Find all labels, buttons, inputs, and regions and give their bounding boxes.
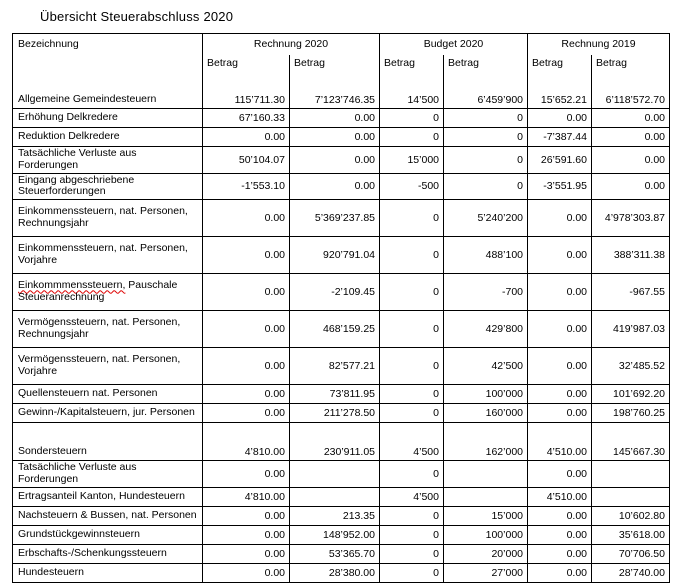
column-header-betrag: Betrag: [528, 55, 592, 80]
row-value: 15’000: [380, 147, 444, 174]
row-value: 28’740.00: [592, 563, 670, 582]
row-value: 230’911.05: [290, 423, 380, 461]
row-value: 100’000: [444, 385, 528, 404]
row-label: Allgemeine Gemeindesteuern: [13, 80, 203, 109]
row-label: Eingang abgeschriebene Steuerforderungen: [13, 173, 203, 200]
row-value: 0.00: [528, 237, 592, 274]
row-value: 0.00: [290, 109, 380, 128]
row-value: 42’500: [444, 348, 528, 385]
column-header-budget-2020: Budget 2020: [380, 34, 528, 56]
row-value: 0.00: [203, 563, 290, 582]
row-value: 4’500: [380, 423, 444, 461]
row-value: 73’811.95: [290, 385, 380, 404]
row-value: 0: [380, 274, 444, 311]
row-value: 0.00: [528, 311, 592, 348]
row-value: 70’706.50: [592, 544, 670, 563]
row-value: 0: [444, 147, 528, 174]
table-row: [13, 404, 670, 423]
row-value: 0: [444, 173, 528, 200]
row-label: Tatsächliche Verluste aus Forderungen: [13, 461, 203, 488]
row-value: 388’311.38: [592, 237, 670, 274]
row-value: 0.00: [203, 128, 290, 147]
table-row: [13, 348, 670, 385]
row-value: 0: [380, 311, 444, 348]
table-header: [13, 34, 670, 81]
row-value: [290, 487, 380, 506]
table-row: [13, 385, 670, 404]
row-value: 115’711.30: [203, 80, 290, 109]
row-label: Erbschafts-/Schenkungssteuern: [13, 544, 203, 563]
row-value: 0: [380, 237, 444, 274]
table-row: [13, 544, 670, 563]
row-value: 0: [380, 128, 444, 147]
row-value: 160’000: [444, 404, 528, 423]
row-value: 0: [380, 506, 444, 525]
row-value: 67’160.33: [203, 109, 290, 128]
row-value: 0.00: [592, 147, 670, 174]
row-value: 468’159.25: [290, 311, 380, 348]
row-value: 0.00: [528, 461, 592, 488]
page-title: Übersicht Steuerabschluss 2020: [40, 9, 234, 24]
row-label: Reduktion Delkredere: [13, 128, 203, 147]
row-value: 53’365.70: [290, 544, 380, 563]
column-header-betrag: Betrag: [444, 55, 528, 80]
row-value: 101’692.20: [592, 385, 670, 404]
row-value: -7’387.44: [528, 128, 592, 147]
row-value: 0.00: [203, 200, 290, 237]
row-value: 920’791.04: [290, 237, 380, 274]
row-label: Vermögenssteuern, nat. Personen, Rechnungsjahr: [13, 311, 203, 348]
row-value: 15’652.21: [528, 80, 592, 109]
row-label: Einkommenssteuern, nat. Personen, Rechnungsjahr: [13, 200, 203, 237]
row-label: Tatsächliche Verluste aus Forderungen: [13, 147, 203, 174]
label-text: Pauschale Steueranrechnung: [18, 279, 178, 303]
row-value: 0.00: [592, 109, 670, 128]
row-value: 100’000: [444, 525, 528, 544]
row-value: 0: [380, 348, 444, 385]
row-value: 0.00: [528, 348, 592, 385]
column-header-betrag: Betrag: [592, 55, 670, 80]
row-value: -500: [380, 173, 444, 200]
column-header-betrag: Betrag: [380, 55, 444, 80]
row-value: 0.00: [290, 173, 380, 200]
row-value: 10’602.80: [592, 506, 670, 525]
row-value: 0.00: [528, 404, 592, 423]
header-group-row: [13, 34, 670, 56]
row-value: 4’510.00: [528, 423, 592, 461]
row-value: 148’952.00: [290, 525, 380, 544]
row-value: 0.00: [203, 274, 290, 311]
row-value: 211’278.50: [290, 404, 380, 423]
row-value: 0: [444, 128, 528, 147]
table-row: [13, 237, 670, 274]
table-row: [13, 109, 670, 128]
table-row: [13, 311, 670, 348]
column-header-betrag: Betrag: [203, 55, 290, 80]
row-label: Quellensteuern nat. Personen: [13, 385, 203, 404]
row-value: 0.00: [528, 506, 592, 525]
row-value: 198’760.25: [592, 404, 670, 423]
row-value: [444, 461, 528, 488]
row-value: 419’987.03: [592, 311, 670, 348]
row-value: 5’240’200: [444, 200, 528, 237]
row-value: 162’000: [444, 423, 528, 461]
row-value: [592, 461, 670, 488]
row-value: 4’510.00: [528, 487, 592, 506]
row-label: Gewinn-/Kapitalsteuern, jur. Personen: [13, 404, 203, 423]
row-label: Erhöhung Delkredere: [13, 109, 203, 128]
row-value: 0: [380, 404, 444, 423]
row-value: 50’104.07: [203, 147, 290, 174]
table-row: [13, 506, 670, 525]
row-value: 429’800: [444, 311, 528, 348]
row-value: 26’591.60: [528, 147, 592, 174]
row-value: 82’577.21: [290, 348, 380, 385]
row-value: 0.00: [203, 311, 290, 348]
row-value: 0: [380, 109, 444, 128]
row-value: 0.00: [528, 385, 592, 404]
row-value: [592, 487, 670, 506]
misspelled-text: Einkommmenssteuern,: [18, 279, 126, 292]
row-value: -700: [444, 274, 528, 311]
table-row: [13, 563, 670, 582]
row-value: 4’500: [380, 487, 444, 506]
row-value: -2’109.45: [290, 274, 380, 311]
row-value: 0.00: [203, 506, 290, 525]
row-value: 0.00: [528, 274, 592, 311]
row-label: Grundstückgewinnsteuern: [13, 525, 203, 544]
table-row: [13, 423, 670, 461]
row-value: [290, 461, 380, 488]
row-value: 0: [380, 385, 444, 404]
table-row: [13, 128, 670, 147]
row-value: 15’000: [444, 506, 528, 525]
row-value: 5’369’237.85: [290, 200, 380, 237]
row-value: 0.00: [290, 128, 380, 147]
row-value: 0.00: [203, 461, 290, 488]
row-value: -3’551.95: [528, 173, 592, 200]
row-value: -967.55: [592, 274, 670, 311]
table-body: [13, 80, 670, 582]
row-value: 35’618.00: [592, 525, 670, 544]
row-value: 0.00: [203, 237, 290, 274]
row-label: Vermögenssteuern, nat. Personen, Vorjahre: [13, 348, 203, 385]
row-value: 145’667.30: [592, 423, 670, 461]
row-value: 0: [380, 200, 444, 237]
row-label: Einkommenssteuern, nat. Personen, Vorjahre: [13, 237, 203, 274]
column-header-rechnung-2019: Rechnung 2019: [528, 34, 670, 56]
column-header-betrag: Betrag: [290, 55, 380, 80]
row-value: 0: [380, 563, 444, 582]
row-value: 6’118’572.70: [592, 80, 670, 109]
row-value: 0.00: [290, 147, 380, 174]
row-value: 4’810.00: [203, 423, 290, 461]
row-label: Hundesteuern: [13, 563, 203, 582]
table-row: [13, 200, 670, 237]
row-value: 0.00: [592, 173, 670, 200]
row-value: 20’000: [444, 544, 528, 563]
row-value: 0.00: [203, 544, 290, 563]
row-value: 6’459’900: [444, 80, 528, 109]
row-value: 0.00: [203, 404, 290, 423]
row-value: 4’978’303.87: [592, 200, 670, 237]
row-value: 0.00: [203, 348, 290, 385]
table-row: [13, 274, 670, 311]
row-value: 0: [380, 461, 444, 488]
column-header-rechnung-2020: Rechnung 2020: [203, 34, 380, 56]
row-value: 7’123’746.35: [290, 80, 380, 109]
row-label: Nachsteuern & Bussen, nat. Personen: [13, 506, 203, 525]
table-row: [13, 525, 670, 544]
row-value: 0.00: [528, 200, 592, 237]
table-row: [13, 461, 670, 488]
row-label: Sondersteuern: [13, 423, 203, 461]
row-value: [444, 487, 528, 506]
row-value: 0: [380, 544, 444, 563]
row-label: Ertragsanteil Kanton, Hundesteuern: [13, 487, 203, 506]
tax-report-table: [12, 33, 670, 583]
row-value: 213.35: [290, 506, 380, 525]
row-value: 0.00: [528, 109, 592, 128]
table-row: [13, 80, 670, 109]
row-label: [13, 274, 203, 311]
row-value: 14’500: [380, 80, 444, 109]
column-header-bezeichnung: Bezeichnung: [18, 38, 79, 50]
table-row: [13, 173, 670, 200]
row-value: 0: [380, 525, 444, 544]
row-value: 27’000: [444, 563, 528, 582]
row-value: 0.00: [203, 525, 290, 544]
row-value: 28’380.00: [290, 563, 380, 582]
table-row: [13, 147, 670, 174]
row-value: 0.00: [528, 563, 592, 582]
row-value: 0.00: [528, 525, 592, 544]
row-value: 0.00: [592, 128, 670, 147]
row-value: 0.00: [203, 385, 290, 404]
row-value: -1’553.10: [203, 173, 290, 200]
table-row: [13, 487, 670, 506]
row-value: 488’100: [444, 237, 528, 274]
row-value: 0: [444, 109, 528, 128]
row-value: 32’485.52: [592, 348, 670, 385]
row-value: 4’810.00: [203, 487, 290, 506]
row-value: 0.00: [528, 544, 592, 563]
